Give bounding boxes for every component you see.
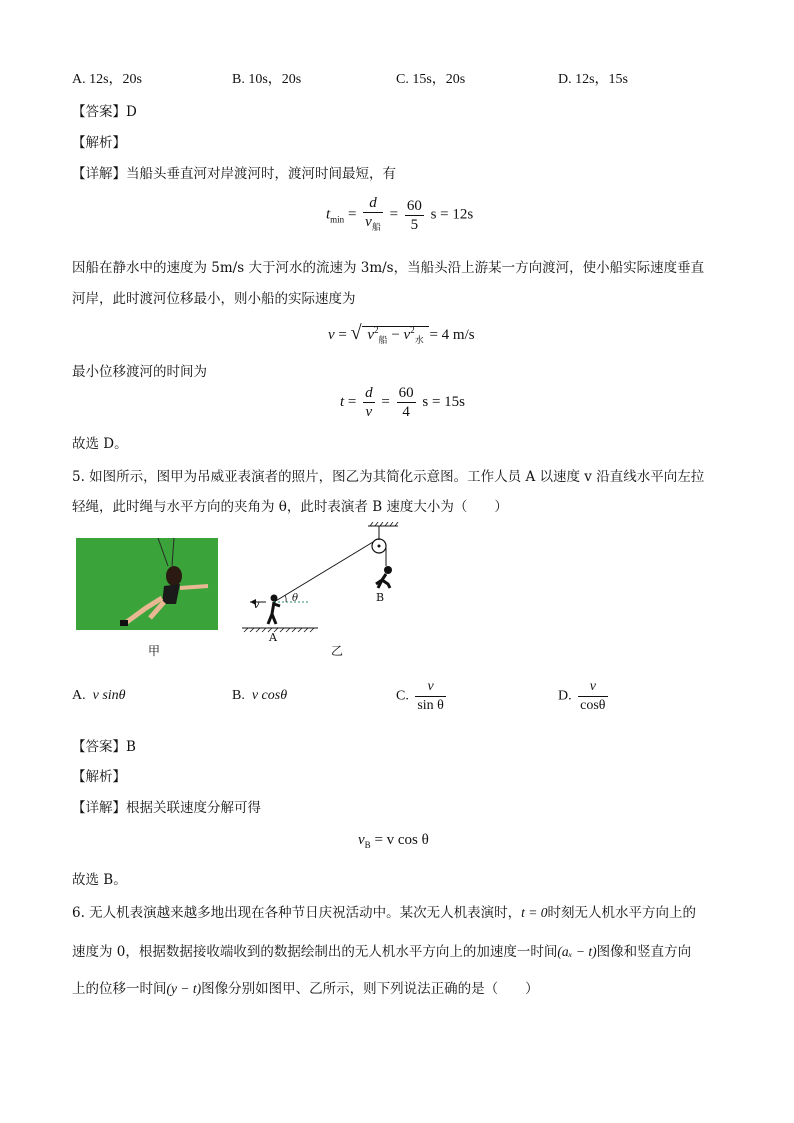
figure-label-yi: 乙: [331, 644, 344, 658]
rope-line: [274, 542, 373, 602]
q4-conclusion: 故选 D。: [72, 436, 128, 452]
q5-option-c: C. $\frac{v}{\text{sin θ}}$: [396, 679, 444, 713]
q5-detail: 【详解】根据关联速度分解可得: [72, 800, 261, 816]
q4-analysis-label: 【解析】: [72, 135, 126, 151]
q4-option-d: D. 12s，15s: [558, 72, 629, 87]
performer-photo: [76, 538, 218, 630]
performer-b-figure: [376, 574, 390, 588]
q4-equation-time-min: $t_{min}$ = $\frac{d}{v_船}$ = $\frac{60}{5}$ s = 12s: [326, 194, 473, 236]
figure-label-jia: 甲: [148, 644, 161, 658]
q5-answer: 【答案】B: [72, 739, 136, 755]
q4-option-a: A. 12s，20s: [72, 72, 143, 87]
worker-a-figure: [268, 602, 280, 624]
q4-paragraph-line1: 因船在静水中的速度为 5m/s 大于河水的流速为 3m/s，当船头沿上游某一方向渡河，使小船实际速度垂直: [72, 260, 705, 276]
q5-stem-line1: 5. 如图所示，图甲为吊威亚表演者的照片，图乙为其简化示意图。工作人员 A 以速度 v 沿直线水平向左拉: [72, 469, 705, 485]
label-b: B: [376, 591, 385, 604]
rope-pulley-diagram: [236, 522, 426, 642]
q5-analysis-label: 【解析】: [72, 769, 126, 785]
q4-equation-time: t = $\frac{d}{v}$ = $\frac{60}{4}$ s = 15s: [340, 385, 465, 420]
q6-stem-line3: 上的位移一时间(y − t)图像分别如图甲、乙所示，则下列说法正确的是（ ）: [72, 981, 539, 997]
label-a: A: [269, 631, 277, 644]
q5-stem-line2: 轻绳，此时绳与水平方向的夹角为 θ，此时表演者 B 速度大小为（ ）: [72, 499, 508, 515]
q5-option-d: D. $\frac{v}{\cos\theta}$: [558, 679, 606, 713]
q6-stem-line1: 6. 无人机表演越来越多地出现在各种节日庆祝活动中。某次无人机表演时，t = 0时刻无人机水平方向上的: [72, 905, 697, 921]
q5-conclusion: 故选 B。: [72, 872, 127, 888]
q4-detail: 【详解】当船头垂直河对岸渡河时，渡河时间最短，有: [72, 166, 396, 182]
q4-option-c: C. 15s，20s: [396, 72, 466, 87]
q5-option-b: B. v cosθ: [232, 688, 288, 703]
q4-answer: 【答案】D: [72, 104, 137, 120]
q4-paragraph-line2: 河岸，此时渡河位移最小，则小船的实际速度为: [72, 291, 356, 307]
q5-option-a: A. v sinθ: [72, 688, 126, 703]
q6-stem-line2: 速度为 0，根据数据接收端收到的数据绘制出的无人机水平方向上的加速度一时间(aₓ − t)图像和竖直方向: [72, 944, 692, 960]
q4-paragraph-3: 最小位移渡河的时间为: [72, 364, 207, 380]
q5-equation-vb: $v_B = v$ cos θ: [358, 832, 429, 850]
q4-option-b: B. 10s，20s: [232, 72, 302, 87]
label-v: v: [253, 597, 260, 611]
q4-equation-actual-velocity: v = √ $v^2_船 - v^2_水 = 4$ m/s: [328, 322, 475, 345]
label-theta: θ: [292, 593, 299, 604]
